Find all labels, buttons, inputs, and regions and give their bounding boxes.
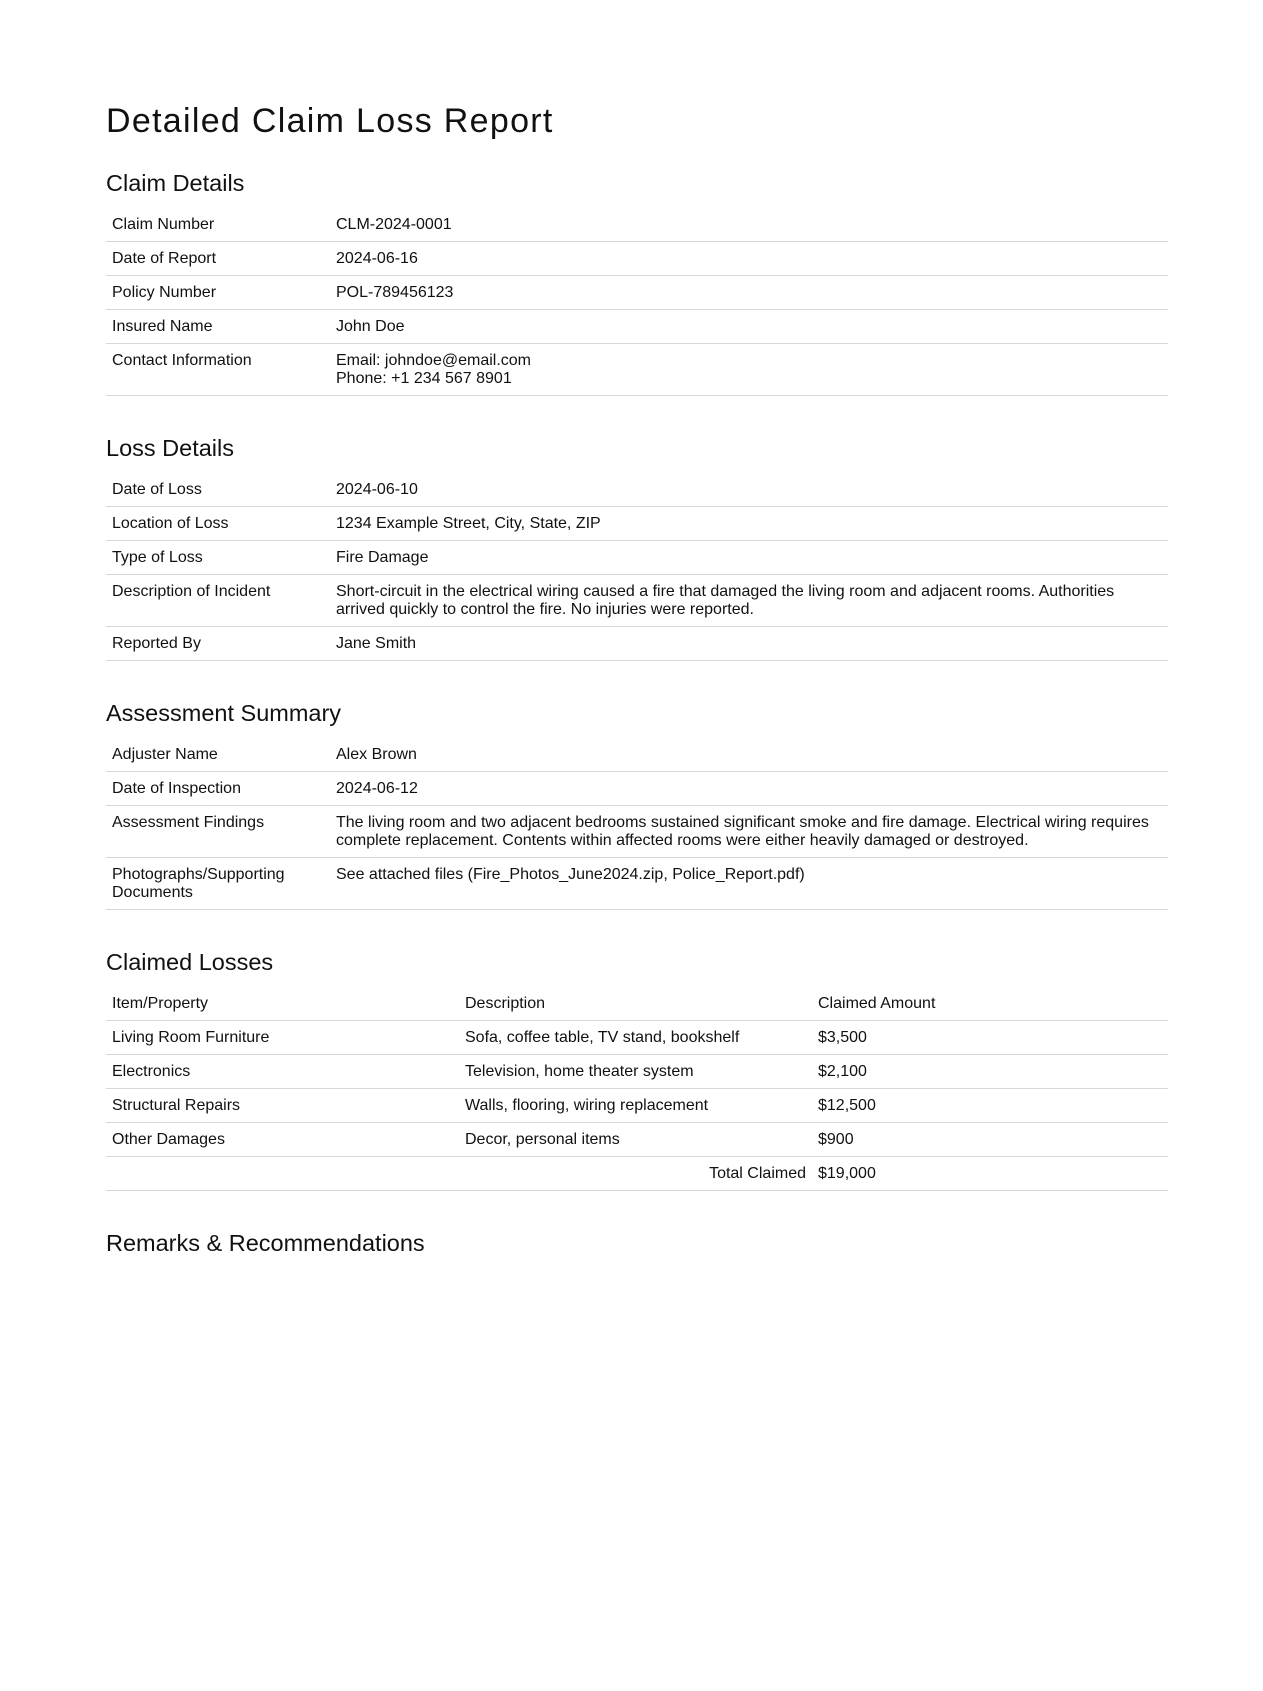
table-row — [106, 344, 1168, 396]
table-row — [106, 507, 1168, 541]
loss-description: Walls, flooring, wiring replacement — [459, 1089, 812, 1123]
loss-amount: $2,100 — [812, 1055, 1168, 1089]
loss-item: Electronics — [106, 1055, 459, 1089]
total-row — [106, 1157, 1168, 1191]
table-row — [106, 310, 1168, 344]
field-label: Description of Incident — [106, 575, 330, 627]
contact-info — [330, 344, 1168, 396]
field-value: John Doe — [330, 310, 1168, 344]
table-row — [106, 242, 1168, 276]
table-row — [106, 1021, 1168, 1055]
table-row — [106, 276, 1168, 310]
field-label: Assessment Findings — [106, 806, 330, 858]
column-header: Item/Property — [106, 987, 459, 1021]
loss-amount: $3,500 — [812, 1021, 1168, 1055]
field-value: Jane Smith — [330, 627, 1168, 661]
loss-details-heading: Loss Details — [106, 435, 234, 461]
total-amount: $19,000 — [812, 1157, 1168, 1191]
table-row — [106, 575, 1168, 627]
field-label: Date of Inspection — [106, 772, 330, 806]
field-value: CLM-2024-0001 — [330, 208, 1168, 242]
table-row — [106, 541, 1168, 575]
field-value: The living room and two adjacent bedrooms sustained significant smoke and fire damage. Electrical wiring requires complete replacement. Contents within affected rooms were either heavily damaged or destroyed. — [330, 806, 1168, 858]
table-row — [106, 738, 1168, 772]
field-label: Type of Loss — [106, 541, 330, 575]
field-label: Contact Information — [106, 344, 330, 396]
field-value: 1234 Example Street, City, State, ZIP — [330, 507, 1168, 541]
field-value: Alex Brown — [330, 738, 1168, 772]
field-value: 2024-06-10 — [330, 473, 1168, 507]
field-label: Photographs/Supporting Documents — [106, 858, 330, 910]
table-row — [106, 473, 1168, 507]
loss-description: Sofa, coffee table, TV stand, bookshelf — [459, 1021, 812, 1055]
assessment-summary-heading: Assessment Summary — [106, 700, 342, 726]
assessment-summary-table — [106, 738, 1168, 910]
field-value: 2024-06-16 — [330, 242, 1168, 276]
table-row — [106, 858, 1168, 910]
field-label: Reported By — [106, 627, 330, 661]
table-row — [106, 627, 1168, 661]
claim-details-heading: Claim Details — [106, 170, 245, 196]
column-header: Description — [459, 987, 812, 1021]
loss-description: Decor, personal items — [459, 1123, 812, 1157]
loss-details-table — [106, 473, 1168, 661]
claim-details-table — [106, 208, 1168, 396]
table-row — [106, 806, 1168, 858]
field-value: POL-789456123 — [330, 276, 1168, 310]
claimed-losses-table — [106, 987, 1168, 1191]
page-title: Detailed Claim Loss Report — [106, 102, 554, 140]
field-label: Claim Number — [106, 208, 330, 242]
field-value: Short-circuit in the electrical wiring caused a fire that damaged the living room and adjacent rooms. Authorities arrived quickly to control the fire. No injuries were reported. — [330, 575, 1168, 627]
field-value: 2024-06-12 — [330, 772, 1168, 806]
column-header: Claimed Amount — [812, 987, 1168, 1021]
table-row — [106, 1055, 1168, 1089]
remarks-heading: Remarks & Recommendations — [106, 1230, 425, 1256]
table-row — [106, 1089, 1168, 1123]
field-value: See attached files (Fire_Photos_June2024.zip, Police_Report.pdf) — [330, 858, 1168, 910]
field-label: Policy Number — [106, 276, 330, 310]
loss-item: Structural Repairs — [106, 1089, 459, 1123]
field-label: Date of Loss — [106, 473, 330, 507]
contact-email: Email: johndoe@email.com — [336, 352, 531, 369]
loss-item: Other Damages — [106, 1123, 459, 1157]
table-row — [106, 772, 1168, 806]
field-label: Date of Report — [106, 242, 330, 276]
loss-amount: $900 — [812, 1123, 1168, 1157]
total-label: Total Claimed — [106, 1157, 812, 1191]
table-row — [106, 1123, 1168, 1157]
field-label: Insured Name — [106, 310, 330, 344]
loss-amount: $12,500 — [812, 1089, 1168, 1123]
claimed-losses-heading: Claimed Losses — [106, 949, 274, 975]
contact-phone: Phone: +1 234 567 8901 — [336, 370, 512, 387]
loss-item: Living Room Furniture — [106, 1021, 459, 1055]
table-row — [106, 208, 1168, 242]
field-value: Fire Damage — [330, 541, 1168, 575]
field-label: Adjuster Name — [106, 738, 330, 772]
field-label: Location of Loss — [106, 507, 330, 541]
loss-description: Television, home theater system — [459, 1055, 812, 1089]
table-header-row — [106, 987, 1168, 1021]
